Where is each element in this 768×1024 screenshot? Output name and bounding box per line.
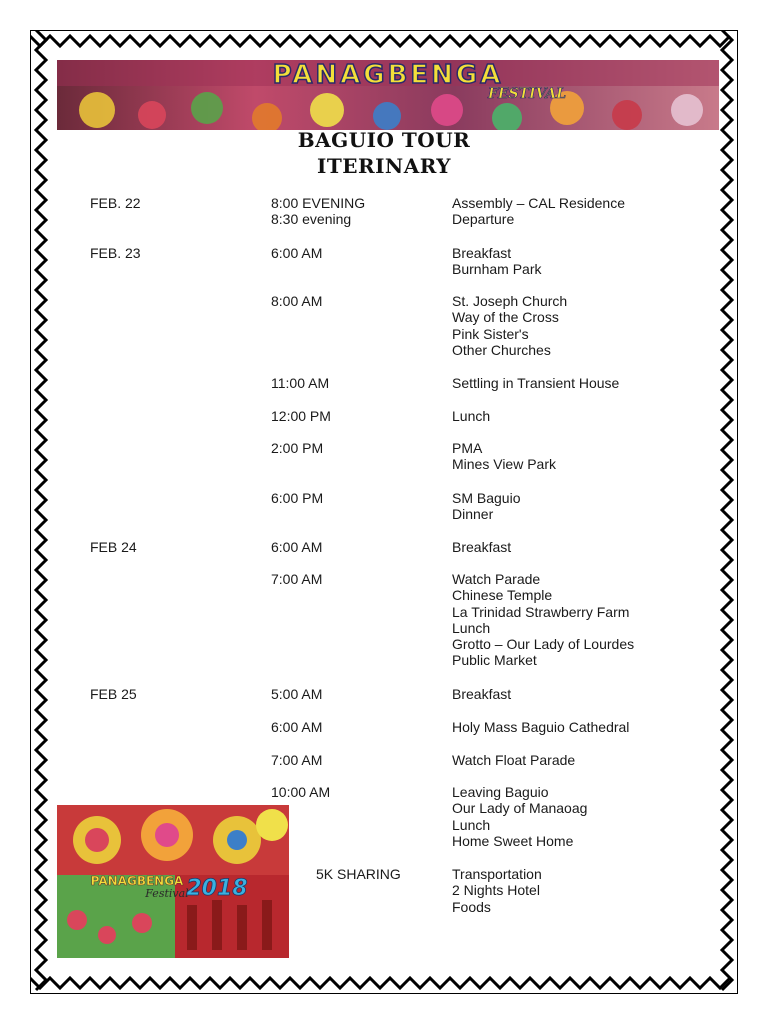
banner-title: PANAGBENGA — [272, 60, 504, 90]
sharing-items: Transportation 2 Nights Hotel Foods — [452, 866, 542, 915]
schedule-activity: Leaving Baguio Our Lady of Manaoag Lunch Home Sweet Home — [452, 784, 588, 849]
schedule-activity: PMA Mines View Park — [452, 440, 557, 473]
schedule-time: 6:00 PM — [271, 490, 324, 506]
document-title-line1: BAGUIO TOUR — [297, 128, 471, 152]
schedule-activity: St. Joseph Church Way of the Cross Pink Sister's Other Churches — [452, 293, 568, 358]
schedule-date: FEB 24 — [90, 539, 137, 555]
schedule-time: 5:00 AM — [271, 686, 323, 702]
schedule-date: FEB 25 — [90, 686, 137, 702]
schedule-activity: Breakfast — [452, 539, 512, 555]
schedule-activity: Assembly – CAL Residence Departure — [452, 195, 626, 228]
schedule-time: 12:00 PM — [271, 408, 331, 424]
schedule-time: 6:00 AM — [271, 245, 323, 261]
sharing-label: 5K SHARING — [316, 866, 401, 882]
schedule-time: 8:00 EVENING 8:30 evening — [271, 195, 366, 228]
festival-banner — [57, 60, 719, 130]
schedule-time: 10:00 AM — [271, 784, 331, 800]
schedule-activity: Holy Mass Baguio Cathedral — [452, 719, 630, 735]
photo-text: PANAGBENGA — [90, 874, 184, 888]
document-title-line2: ITERINARY — [316, 154, 452, 178]
schedule-activity: Watch Parade Chinese Temple La Trinidad Strawberry Farm Lunch Grotto – Our Lady of Lourdes Public Market — [452, 571, 635, 669]
schedule-time: 8:00 AM — [271, 293, 323, 309]
schedule-date: FEB. 23 — [90, 245, 141, 261]
schedule-activity: Breakfast — [452, 686, 512, 702]
festival-photo — [57, 805, 289, 958]
schedule-time: 7:00 AM — [271, 571, 323, 587]
schedule-time: 7:00 AM — [271, 752, 323, 768]
schedule-time: 2:00 PM — [271, 440, 324, 456]
schedule-activity: Breakfast Burnham Park — [452, 245, 542, 278]
photo-script: Festival — [145, 887, 189, 900]
schedule-activity: Settling in Transient House — [452, 375, 620, 391]
schedule-time: 11:00 AM — [271, 375, 330, 391]
photo-year: 2018 — [186, 876, 248, 901]
schedule-time: 6:00 AM — [271, 539, 323, 555]
schedule-time: 6:00 AM — [271, 719, 323, 735]
schedule-date: FEB. 22 — [90, 195, 141, 211]
schedule-activity: Lunch — [452, 408, 491, 424]
schedule-activity: Watch Float Parade — [452, 752, 576, 768]
banner-subtitle: FESTIVAL — [487, 86, 567, 102]
schedule-activity: SM Baguio Dinner — [452, 490, 521, 523]
